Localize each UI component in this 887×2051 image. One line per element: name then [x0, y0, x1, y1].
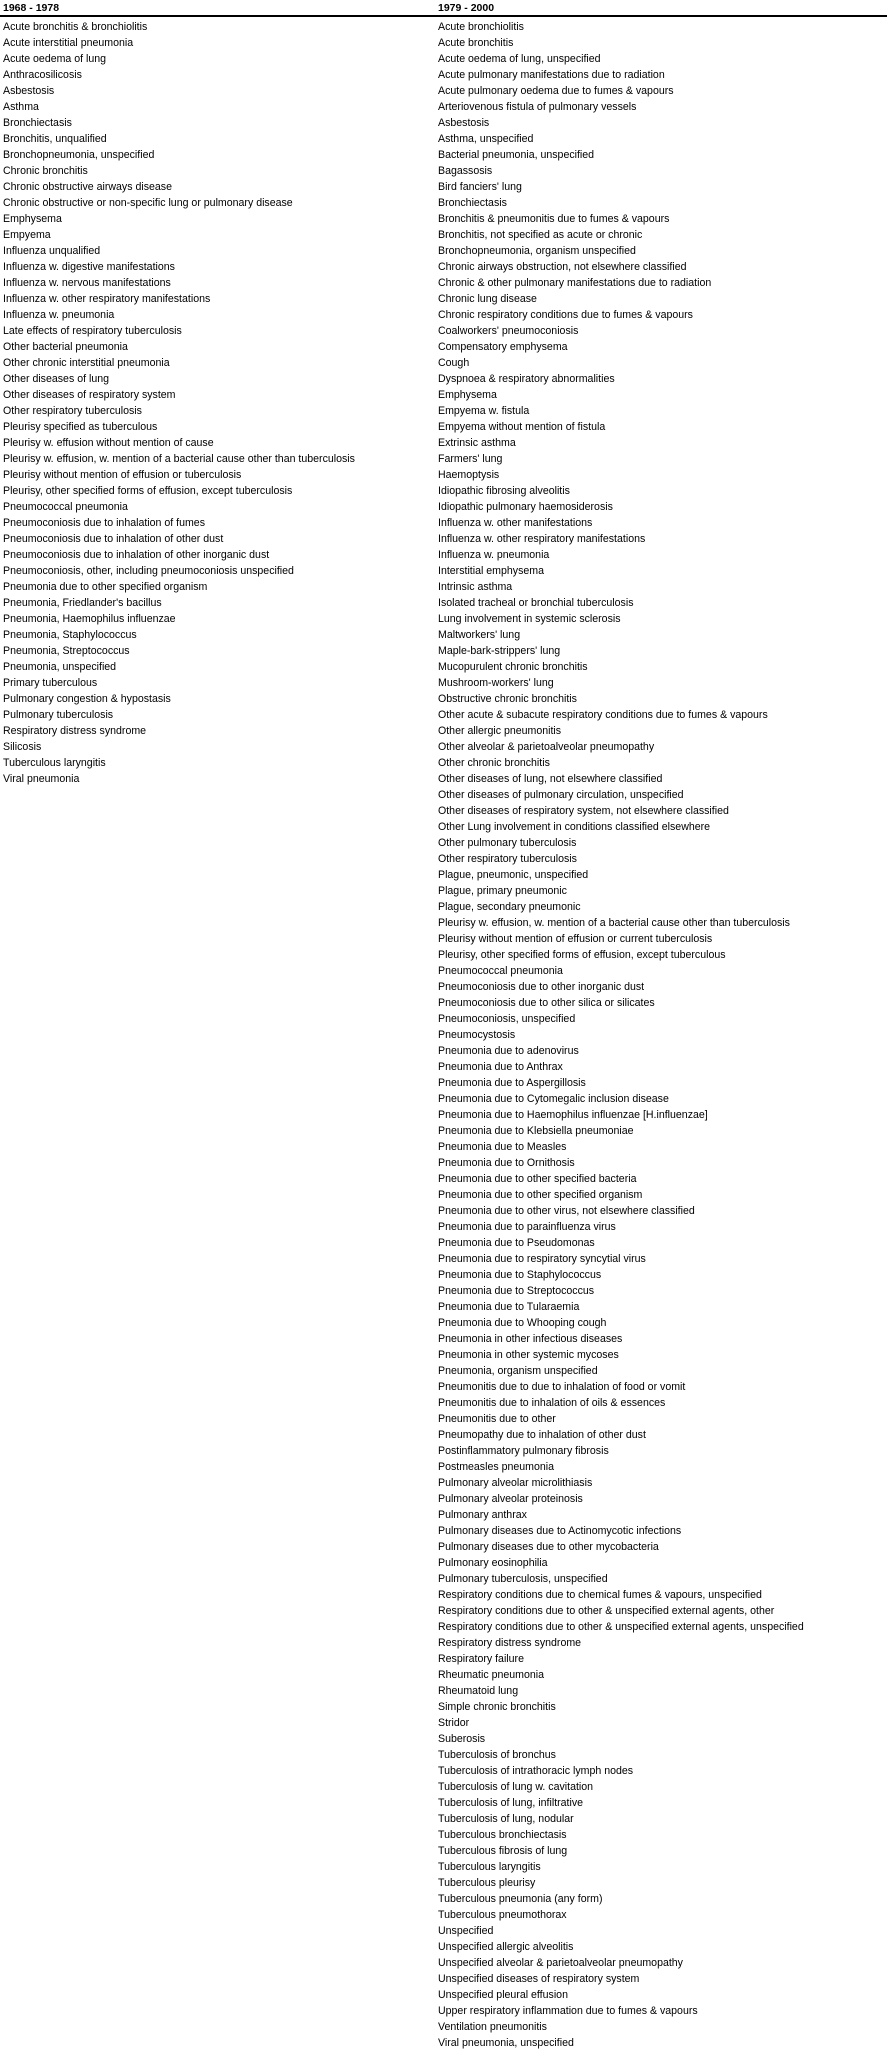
list-item: Pneumonia due to Aspergillosis [438, 1077, 586, 1089]
list-item: Bronchopneumonia, organism unspecified [438, 245, 636, 257]
list-item: Other pulmonary tuberculosis [438, 837, 577, 849]
list-item: Acute oedema of lung [3, 53, 107, 65]
list-item: Pulmonary diseases due to Actinomycotic infections [438, 1525, 682, 1537]
list-item: Obstructive chronic bronchitis [438, 693, 577, 705]
list-item: Pneumoconiosis due to other inorganic dust [438, 981, 645, 993]
list-item: Asbestosis [438, 117, 490, 129]
list-item: Bronchitis, unqualified [3, 133, 107, 145]
list-item: Pneumococcal pneumonia [3, 501, 128, 513]
list-item: Other respiratory tuberculosis [438, 853, 577, 865]
list-item: Plague, pneumonic, unspecified [438, 869, 589, 881]
list-item: Acute interstitial pneumonia [3, 37, 134, 49]
list-item: Intrinsic asthma [438, 581, 513, 593]
list-item: Pulmonary alveolar proteinosis [438, 1493, 583, 1505]
list-item: Maple-bark-strippers' lung [438, 645, 561, 657]
list-item: Tuberculosis of lung, infiltrative [438, 1797, 584, 1809]
list-item: Chronic airways obstruction, not elsewhere classified [438, 261, 687, 273]
list-item: Influenza unqualified [3, 245, 101, 257]
list-item: Pleurisy without mention of effusion or tuberculosis [3, 469, 242, 481]
list-item: Other acute & subacute respiratory conditions due to fumes & vapours [438, 709, 768, 721]
list-item: Pneumonia due to Staphylococcus [438, 1269, 602, 1281]
list-item: Postmeasles pneumonia [438, 1461, 555, 1473]
list-item: Chronic obstructive or non-specific lung or pulmonary disease [3, 197, 293, 209]
list-item: Maltworkers' lung [438, 629, 521, 641]
list-item: Tuberculosis of lung, nodular [438, 1813, 574, 1825]
list-item: Pneumonitis due to other [438, 1413, 556, 1425]
list-item: Pneumonia due to Klebsiella pneumoniae [438, 1125, 634, 1137]
list-item: Pneumonia due to Pseudomonas [438, 1237, 595, 1249]
list-item: Isolated tracheal or bronchial tuberculosis [438, 597, 634, 609]
list-item: Compensatory emphysema [438, 341, 568, 353]
list-item: Respiratory conditions due to other & unspecified external agents, unspecified [438, 1621, 804, 1633]
list-item: Influenza w. pneumonia [3, 309, 115, 321]
list-item: Bagassosis [438, 165, 493, 177]
list-item: Other diseases of respiratory system [3, 389, 176, 401]
list-item: Ventilation pneumonitis [438, 2021, 547, 2033]
list-item: Tuberculous pneumothorax [438, 1909, 567, 1921]
list-item: Respiratory conditions due to other & unspecified external agents, other [438, 1605, 775, 1617]
list-item: Upper respiratory inflammation due to fumes & vapours [438, 2005, 698, 2017]
header-row [0, 0, 887, 17]
list-item: Pneumonia in other systemic mycoses [438, 1349, 619, 1361]
list-item: Acute bronchiolitis [438, 21, 524, 33]
list-item: Tuberculous pneumonia (any form) [438, 1893, 603, 1905]
list-item: Pneumonia due to Haemophilus influenzae [H.influenzae] [438, 1109, 708, 1121]
list-item: Viral pneumonia, unspecified [438, 2037, 574, 2049]
list-item: Tuberculous laryngitis [3, 757, 106, 769]
list-item: Unspecified alveolar & parietoalveolar pneumopathy [438, 1957, 683, 1969]
list-item: Pneumonia due to other specified bacteria [438, 1173, 637, 1185]
list-item: Pulmonary diseases due to other mycobacteria [438, 1541, 659, 1553]
list-item: Plague, secondary pneumonic [438, 901, 581, 913]
list-item: Bronchitis, not specified as acute or chronic [438, 229, 643, 241]
list-item: Pneumonia due to Whooping cough [438, 1317, 607, 1329]
list-item: Bacterial pneumonia, unspecified [438, 149, 595, 161]
list-item: Pneumonia in other infectious diseases [438, 1333, 623, 1345]
list-item: Stridor [438, 1717, 470, 1729]
list-item: Emphysema [438, 389, 497, 401]
list-item: Influenza w. other respiratory manifestations [438, 533, 646, 545]
list-item: Pulmonary alveolar microlithiasis [438, 1477, 593, 1489]
list-item: Bronchitis & pneumonitis due to fumes & vapours [438, 213, 670, 225]
list-item: Pneumonitis due to inhalation of oils & essences [438, 1397, 666, 1409]
list-item: Chronic & other pulmonary manifestations due to radiation [438, 277, 712, 289]
list-item: Asthma [3, 101, 39, 113]
list-item: Pneumonia due to other specified organism [3, 581, 208, 593]
column-header-1968-1978: 1968 - 1978 [3, 2, 60, 14]
list-item: Pleurisy w. effusion without mention of cause [3, 437, 214, 449]
list-item: Pneumoconiosis, unspecified [438, 1013, 576, 1025]
list-item: Tuberculosis of intrathoracic lymph nodes [438, 1765, 634, 1777]
list-item: Pneumonitis due to due to inhalation of food or vomit [438, 1381, 686, 1393]
list-item: Other chronic bronchitis [438, 757, 550, 769]
list-item: Pneumoconiosis due to inhalation of fumes [3, 517, 205, 529]
list-item: Silicosis [3, 741, 42, 753]
list-item: Idiopathic pulmonary haemosiderosis [438, 501, 613, 513]
list-item: Other respiratory tuberculosis [3, 405, 142, 417]
list-item: Influenza w. pneumonia [438, 549, 550, 561]
list-item: Pneumonia due to Tularaemia [438, 1301, 580, 1313]
list-item: Other diseases of pulmonary circulation, unspecified [438, 789, 684, 801]
list-item: Interstitial emphysema [438, 565, 544, 577]
list-item: Tuberculous bronchiectasis [438, 1829, 567, 1841]
list-item: Unspecified diseases of respiratory system [438, 1973, 640, 1985]
list-item: Postinflammatory pulmonary fibrosis [438, 1445, 609, 1457]
list-item: Pneumonia, Staphylococcus [3, 629, 137, 641]
list-item: Chronic bronchitis [3, 165, 88, 177]
list-item: Tuberculosis of bronchus [438, 1749, 556, 1761]
list-item: Pneumonia, Streptococcus [3, 645, 130, 657]
list-item: Unspecified [438, 1925, 494, 1937]
list-item: Pulmonary tuberculosis [3, 709, 114, 721]
list-item: Respiratory distress syndrome [3, 725, 147, 737]
list-item: Pulmonary tuberculosis, unspecified [438, 1573, 608, 1585]
list-item: Empyema [3, 229, 51, 241]
list-item: Other diseases of respiratory system, not elsewhere classified [438, 805, 729, 817]
list-item: Pneumonia due to Ornithosis [438, 1157, 575, 1169]
list-item: Pneumopathy due to inhalation of other dust [438, 1429, 646, 1441]
list-item: Pulmonary eosinophilia [438, 1557, 548, 1569]
list-item: Other alveolar & parietoalveolar pneumopathy [438, 741, 655, 753]
list-item: Unspecified pleural effusion [438, 1989, 568, 2001]
list-item: Pneumonia, organism unspecified [438, 1365, 598, 1377]
list-item: Respiratory conditions due to chemical fumes & vapours, unspecified [438, 1589, 762, 1601]
list-item: Pneumonia due to Cytomegalic inclusion disease [438, 1093, 669, 1105]
list-item: Pleurisy, other specified forms of effusion, except tuberculosis [3, 485, 293, 497]
list-item: Arteriovenous fistula of pulmonary vessels [438, 101, 637, 113]
list-item: Chronic lung disease [438, 293, 537, 305]
list-item: Mushroom-workers' lung [438, 677, 554, 689]
list-item: Extrinsic asthma [438, 437, 516, 449]
list-item: Chronic obstructive airways disease [3, 181, 172, 193]
column-1979-2000-list [438, 19, 883, 2051]
list-item: Acute pulmonary oedema due to fumes & vapours [438, 85, 674, 97]
list-item: Acute bronchitis [438, 37, 514, 49]
list-item: Bronchiectasis [3, 117, 72, 129]
list-item: Coalworkers' pneumoconiosis [438, 325, 579, 337]
list-item: Simple chronic bronchitis [438, 1701, 556, 1713]
list-item: Pulmonary anthrax [438, 1509, 527, 1521]
list-item: Pneumoconiosis, other, including pneumoconiosis unspecified [3, 565, 294, 577]
list-item: Idiopathic fibrosing alveolitis [438, 485, 570, 497]
list-item: Pneumonia due to other specified organism [438, 1189, 643, 1201]
list-item: Respiratory distress syndrome [438, 1637, 582, 1649]
list-item: Mucopurulent chronic bronchitis [438, 661, 588, 673]
list-item: Pneumoconiosis due to inhalation of other inorganic dust [3, 549, 270, 561]
list-item: Asthma, unspecified [438, 133, 534, 145]
list-item: Haemoptysis [438, 469, 500, 481]
list-item: Asbestosis [3, 85, 55, 97]
list-item: Tuberculous pleurisy [438, 1877, 536, 1889]
list-item: Tuberculous fibrosis of lung [438, 1845, 568, 1857]
list-item: Emphysema [3, 213, 62, 225]
list-item: Pneumonia due to Anthrax [438, 1061, 563, 1073]
list-item: Other allergic pneumonitis [438, 725, 562, 737]
list-item: Late effects of respiratory tuberculosis [3, 325, 182, 337]
list-item: Bronchopneumonia, unspecified [3, 149, 155, 161]
list-item: Empyema without mention of fistula [438, 421, 606, 433]
list-item: Other chronic interstitial pneumonia [3, 357, 170, 369]
list-item: Pneumonia due to Measles [438, 1141, 567, 1153]
list-item: Rheumatic pneumonia [438, 1669, 544, 1681]
list-item: Acute bronchitis & bronchiolitis [3, 21, 148, 33]
list-item: Pleurisy without mention of effusion or current tuberculosis [438, 933, 713, 945]
list-item: Plague, primary pneumonic [438, 885, 567, 897]
list-item: Pneumonia, unspecified [3, 661, 117, 673]
list-item: Influenza w. nervous manifestations [3, 277, 171, 289]
list-item: Pneumonia due to adenovirus [438, 1045, 579, 1057]
list-item: Pneumococcal pneumonia [438, 965, 563, 977]
list-item: Other diseases of lung [3, 373, 109, 385]
list-item: Pneumonia, Haemophilus influenzae [3, 613, 176, 625]
list-item: Pneumonia due to parainfluenza virus [438, 1221, 616, 1233]
list-item: Suberosis [438, 1733, 486, 1745]
list-item: Lung involvement in systemic sclerosis [438, 613, 621, 625]
list-item: Pneumonia due to respiratory syncytial virus [438, 1253, 646, 1265]
list-item: Unspecified allergic alveolitis [438, 1941, 574, 1953]
list-item: Pleurisy specified as tuberculous [3, 421, 158, 433]
list-item: Chronic respiratory conditions due to fumes & vapours [438, 309, 693, 321]
list-item: Pneumonia, Friedlander's bacillus [3, 597, 162, 609]
list-item: Anthracosilicosis [3, 69, 82, 81]
list-item: Bronchiectasis [438, 197, 507, 209]
list-item: Farmers' lung [438, 453, 503, 465]
list-item: Other bacterial pneumonia [3, 341, 128, 353]
list-item: Acute pulmonary manifestations due to radiation [438, 69, 665, 81]
list-item: Cough [438, 357, 470, 369]
list-item: Bird fanciers' lung [438, 181, 522, 193]
list-item: Pneumoconiosis due to other silica or silicates [438, 997, 655, 1009]
list-item: Tuberculosis of lung w. cavitation [438, 1781, 594, 1793]
list-item: Pulmonary congestion & hypostasis [3, 693, 171, 705]
list-item: Influenza w. other manifestations [438, 517, 593, 529]
list-item: Tuberculous laryngitis [438, 1861, 541, 1873]
list-item: Viral pneumonia [3, 773, 80, 785]
list-item: Respiratory failure [438, 1653, 524, 1665]
column-1968-1978-list [3, 19, 433, 787]
list-item: Empyema w. fistula [438, 405, 530, 417]
list-item: Dyspnoea & respiratory abnormalities [438, 373, 615, 385]
list-item: Influenza w. digestive manifestations [3, 261, 175, 273]
list-item: Pneumoconiosis due to inhalation of other dust [3, 533, 224, 545]
list-item: Primary tuberculous [3, 677, 98, 689]
list-item: Rheumatoid lung [438, 1685, 519, 1697]
list-item: Pneumocystosis [438, 1029, 516, 1041]
list-item: Other diseases of lung, not elsewhere classified [438, 773, 663, 785]
list-item: Pneumonia due to Streptococcus [438, 1285, 595, 1297]
column-header-1979-2000: 1979 - 2000 [438, 2, 495, 14]
list-item: Influenza w. other respiratory manifestations [3, 293, 211, 305]
list-item: Other Lung involvement in conditions classified elsewhere [438, 821, 711, 833]
list-item: Pleurisy, other specified forms of effusion, except tuberculous [438, 949, 726, 961]
list-item: Pneumonia due to other virus, not elsewhere classified [438, 1205, 695, 1217]
list-item: Acute oedema of lung, unspecified [438, 53, 601, 65]
list-item: Pleurisy w. effusion, w. mention of a bacterial cause other than tuberculosis [438, 917, 790, 929]
list-item: Pleurisy w. effusion, w. mention of a bacterial cause other than tuberculosis [3, 453, 355, 465]
